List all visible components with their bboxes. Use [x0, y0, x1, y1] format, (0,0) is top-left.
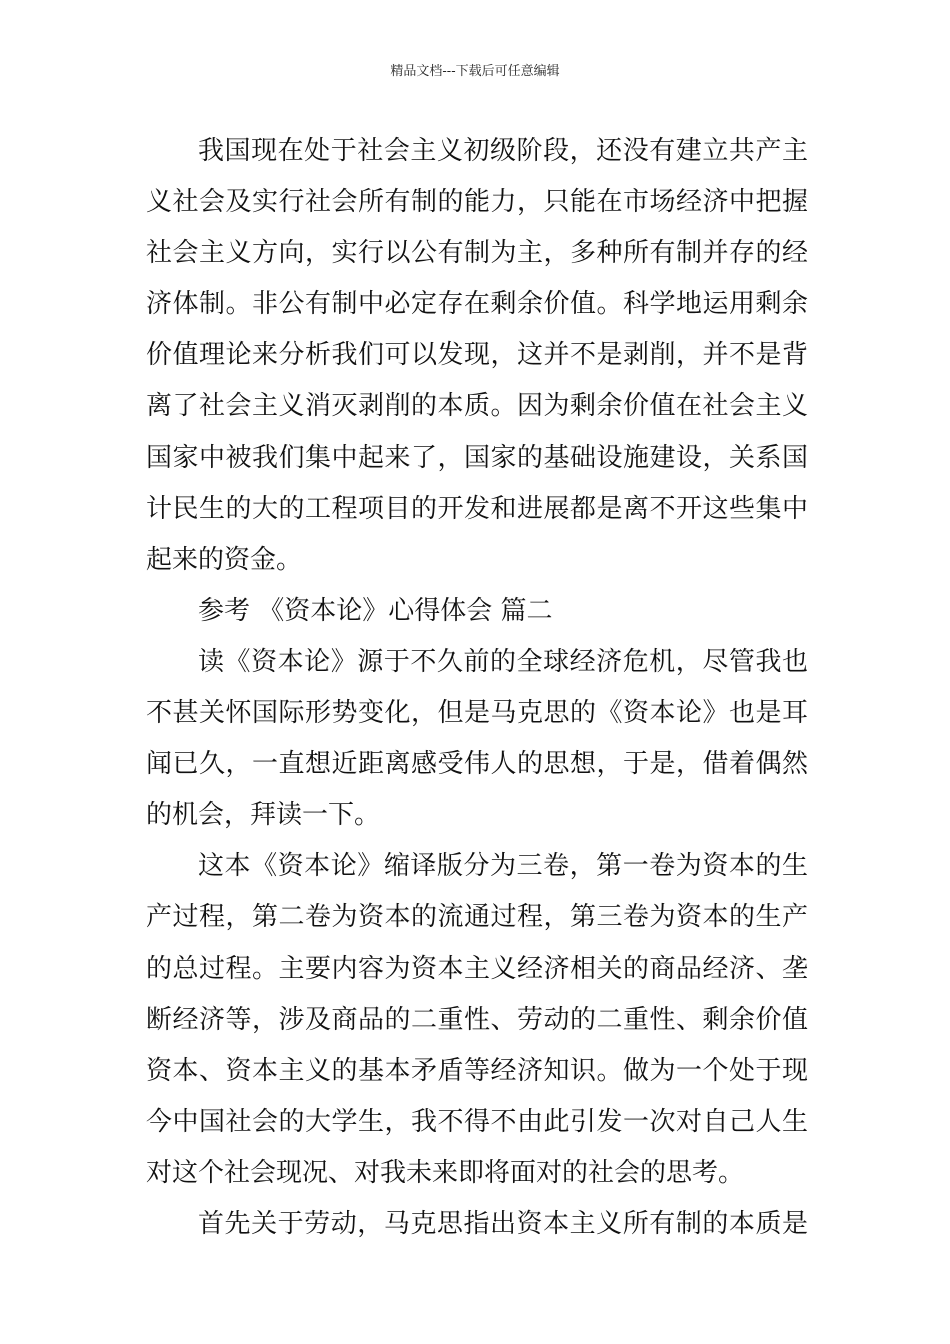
text-line: 资本、资本主义的基本矛盾等经济知识。做为一个处于现 — [146, 1055, 808, 1086]
document-body — [146, 126, 808, 1250]
text-line: 济体制。非公有制中必定存在剩余价值。科学地运用剩余 — [146, 289, 808, 320]
text-line: 国家中被我们集中起来了，国家的基础设施建设，关系国 — [146, 442, 808, 473]
text-line: 这本《资本论》缩译版分为三卷，第一卷为资本的生 — [198, 851, 808, 882]
text-line: 首先关于劳动，马克思指出资本主义所有制的本质是 — [198, 1208, 808, 1239]
text-line: 社会主义方向，实行以公有制为主，多种所有制并存的经 — [146, 238, 808, 269]
text-line: 我国现在处于社会主义初级阶段，还没有建立共产主 — [198, 136, 808, 166]
text-line: 对这个社会现况、对我未来即将面对的社会的思考。 — [146, 1157, 745, 1188]
text-line: 今中国社会的大学生，我不得不由此引发一次对自己人生 — [146, 1106, 808, 1137]
text-line: 价值理论来分析我们可以发现，这并不是剥削，并不是背 — [146, 340, 808, 371]
text-line: 产过程，第二卷为资本的流通过程，第三卷为资本的生产 — [146, 902, 808, 933]
page-header: 精品文档---下载后可任意编辑 — [390, 64, 560, 79]
text-line: 不甚关怀国际形势变化，但是马克思的《资本论》也是耳 — [146, 698, 808, 729]
text-line: 义社会及实行社会所有制的能力，只能在市场经济中把握 — [146, 187, 808, 218]
text-line: 的机会，拜读一下。 — [146, 800, 381, 831]
text-line: 读《资本论》源于不久前的全球经济危机，尽管我也 — [198, 646, 808, 677]
text-line: 闻已久，一直想近距离感受伟人的思想，于是，借着偶然 — [146, 749, 808, 780]
text-line: 断经济等，涉及商品的二重性、劳动的二重性、剩余价值 — [146, 1004, 808, 1035]
section-heading: 参考 《资本论》心得体会 篇二 — [198, 595, 553, 626]
text-line: 离了社会主义消灭剥削的本质。因为剩余价值在社会主义 — [146, 391, 808, 422]
text-line: 起来的资金。 — [146, 544, 303, 575]
text-line: 的总过程。主要内容为资本主义经济相关的商品经济、垄 — [146, 953, 808, 984]
text-line: 计民生的大的工程项目的开发和进展都是离不开这些集中 — [146, 493, 808, 524]
